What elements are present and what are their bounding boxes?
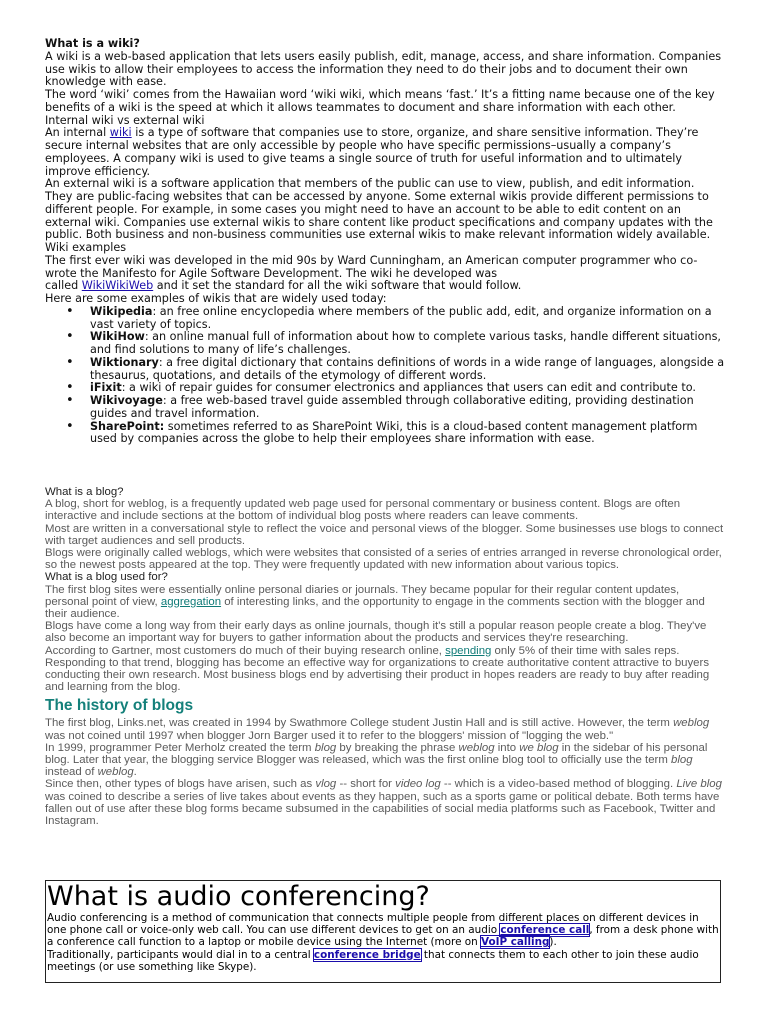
text: was not coined until 1997 when blogger Jorn Barger used it to refer to the bloggers' mission of "logging the web." — [45, 729, 614, 742]
list-item — [90, 306, 725, 332]
text: In 1999, programmer Peter Merholz created the term — [45, 741, 315, 754]
spending-link[interactable]: spending — [445, 644, 492, 657]
example-name: Wiktionary — [90, 355, 159, 369]
italic-term: weblog — [673, 717, 710, 730]
voip-calling-link[interactable]: VoIP calling — [481, 936, 550, 949]
list-item — [90, 421, 725, 447]
italic-term: video log — [395, 778, 441, 791]
list-item — [90, 395, 725, 421]
text: -- short for — [336, 778, 396, 791]
audio-heading: What is audio conferencing? — [47, 881, 430, 912]
text: An internal — [45, 126, 110, 140]
text: . — [133, 766, 137, 779]
list-item — [90, 357, 725, 383]
list-item — [90, 331, 725, 357]
history-heading: The history of blogs — [45, 697, 194, 715]
example-desc: : a free web-based travel guide assembled through collaborative editing, providing destination guides and travel information. — [90, 394, 694, 420]
blog-paragraph — [45, 645, 725, 694]
text: and it set the standard for all the wiki software that would follow. — [153, 279, 522, 293]
audio-conferencing-box — [45, 880, 721, 983]
example-desc: sometimes referred to as SharePoint Wiki, this is a cloud-based content management platform used by companies across the globe to help their employees share information with ease. — [90, 419, 698, 446]
text: was coined to describe a series of live takes about events as they happen, such as a sports game or political debate. Both terms have fallen out of use after these blog forms became subsumed in the capabilities of social media platforms such as Facebook, Twitter and Instagram. — [45, 790, 720, 828]
text: that connects them to each other to join these audio meetings (or use something like Skype). — [47, 948, 699, 973]
blog-question: What is a blog? — [45, 486, 124, 498]
text: of interesting links, and the opportunity to engage in the comments section with the blogger and their audience. — [45, 595, 705, 621]
example-desc: : an online manual full of information about how to complete various tasks, handle different situations, and find solutions to many of life’s challenges. — [90, 330, 721, 356]
text: instead of — [45, 766, 98, 779]
example-desc: : an free online encyclopedia where members of the public add, edit, and organize information on a vast variety of topics. — [90, 304, 712, 331]
wiki-subheading: Wiki examples — [45, 241, 127, 254]
blog-question: What is a blog used for? — [45, 571, 168, 584]
wiki-link[interactable]: wiki — [109, 126, 132, 140]
wiki-paragraph: A wiki is a web-based application that lets users easily publish, edit, manage, access, and share information. Companies use wikis to allow their employees to access the information they need to do their jobs and to document their own knowledge with ease. — [45, 49, 722, 89]
blog-paragraph: A blog, short for weblog, is a frequently updated web page used for personal commentary or business content. Blogs are often interactive and include sections at the bottom of individual blog posts where readers can leave comments. — [45, 498, 681, 523]
history-paragraph — [45, 742, 725, 779]
wiki-paragraph — [45, 127, 725, 178]
conference-call-link[interactable]: conference call — [500, 924, 590, 937]
wiki-examples-list — [45, 306, 725, 446]
wiki-paragraph: An external wiki is a software application that members of the public can use to view, publish, and edit information. They are public-facing websites that can be accessed by anyone. Some external wikis provide different permissions to different people. For example, in some cases you might need to have an account to be able to edit content on an external wiki. Companies use external wikis to share content like product specifications and company updates with the public. Both business and non-business communities use external wikis to make relevant information widely available. — [45, 177, 713, 242]
blog-paragraph: Most are written in a conversational style to reflect the voice and personal views of the blogger. Some businesses use blogs to connect with target audiences and sell products. — [45, 522, 724, 547]
text: Since then, other types of blogs have arisen, such as — [45, 778, 316, 791]
text: Audio conferencing is a method of communication that connects multiple people from different places on different devices in one phone call or voice-only web call. You can use different devices to get on an audio — [47, 912, 699, 937]
blog-paragraph: Blogs have come a long way from their early days as online journals, though it's still a popular reason people create a blog. They've also become an important way for buyers to gather information about the products and services they're researching. — [45, 620, 707, 645]
aggregation-link[interactable]: aggregation — [160, 595, 222, 608]
text: only 5% of their time with sales reps. Responding to that trend, blogging has become an effective way for organizations to create authoritative content attractive to buyers conducting their own research. Most business blogs end by advertising their product in hopes readers are ready to buy after reading and learning from the blog. — [45, 644, 710, 694]
wiki-subheading: Internal wiki vs external wiki — [45, 113, 205, 127]
example-name: Wikivoyage — [90, 394, 163, 407]
italic-term: blog — [671, 754, 693, 767]
text: The first blog sites were essentially online personal diaries or journals. They became popular for their regular content updates, personal point of view, — [45, 583, 680, 608]
wiki-paragraph: The first ever wiki was developed in the mid 90s by Ward Cunningham, an American computer programmer who co-wrote the Manifesto for Agile Software Development. The wiki he developed was — [45, 253, 698, 280]
wiki-section — [45, 38, 725, 446]
italic-term: Live blog — [676, 778, 722, 791]
history-paragraph — [45, 717, 725, 741]
text: The first blog, Links.net, was created in 1994 by Swathmore College student Justin Hall and is still active. However, the term — [45, 717, 674, 730]
text: by breaking the phrase — [336, 741, 459, 754]
example-desc: : a free digital dictionary that contains definitions of words in a wide range of languages, alongside a thesaurus, quotations, and details of the etymology of different words. — [90, 355, 725, 382]
text: According to Gartner, most customers do much of their buying research online, — [45, 644, 446, 657]
text: -- which is a video-based method of blogging. — [440, 778, 677, 791]
audio-paragraph — [47, 949, 719, 973]
example-desc: : a wiki of repair guides for consumer electronics and appliances that users can edit and contribute to. — [121, 381, 696, 395]
text: ). — [549, 936, 557, 949]
blog-paragraph — [45, 584, 725, 621]
example-name: WikiHow — [90, 330, 145, 344]
example-name: SharePoint: — [90, 419, 165, 433]
wiki-paragraph: Here are some examples of wikis that are widely used today: — [45, 292, 387, 305]
italic-term: weblog — [458, 741, 495, 754]
text: is a type of software that companies use to store, organize, and share sensitive information. They’re secure internal websites that are only accessible by people who have specific permissions–usually a company’s employees. A company wiki is used to give teams a single source of truth for useful information and to ultimately improve efficiency. — [45, 126, 699, 178]
italic-term: weblog — [97, 766, 134, 779]
text: Traditionally, participants would dial in to a central — [47, 948, 314, 961]
wiki-paragraph: The word ‘wiki’ comes from the Hawaiian word ‘wiki wiki, which means ‘fast.’ It’s a fitting name because one of the key benefits of a wiki is the speed at which it allows teammates to document and share information with each other. — [45, 88, 715, 114]
text: into — [494, 741, 520, 754]
text: in the sidebar of his personal blog. Later that year, the blogging service Blogger was released, which was the first online blog tool to officially use the term — [45, 741, 708, 767]
blog-paragraph: Blogs were originally called weblogs, which were websites that consisted of a series of entries arranged in reverse chronological order, so the newest posts appeared at the top. They were frequently updated with new information about various topics. — [45, 547, 722, 572]
wikiwikiweb-link[interactable]: WikiWikiWeb — [81, 279, 154, 293]
conference-bridge-link[interactable]: conference bridge — [313, 948, 421, 961]
blog-section — [45, 486, 725, 827]
italic-term: blog — [314, 741, 337, 754]
wiki-title: What is a wiki? — [45, 37, 140, 50]
history-paragraph — [45, 778, 725, 827]
italic-term: we blog — [519, 741, 559, 754]
text: called — [45, 279, 82, 293]
audio-paragraph — [47, 912, 719, 949]
text: , from a desk phone with a conference call function to a laptop or mobile device using the Internet (more on — [47, 924, 719, 949]
example-name: iFixit — [90, 381, 122, 395]
italic-term: vlog — [315, 778, 337, 791]
example-name: Wikipedia — [90, 304, 153, 318]
